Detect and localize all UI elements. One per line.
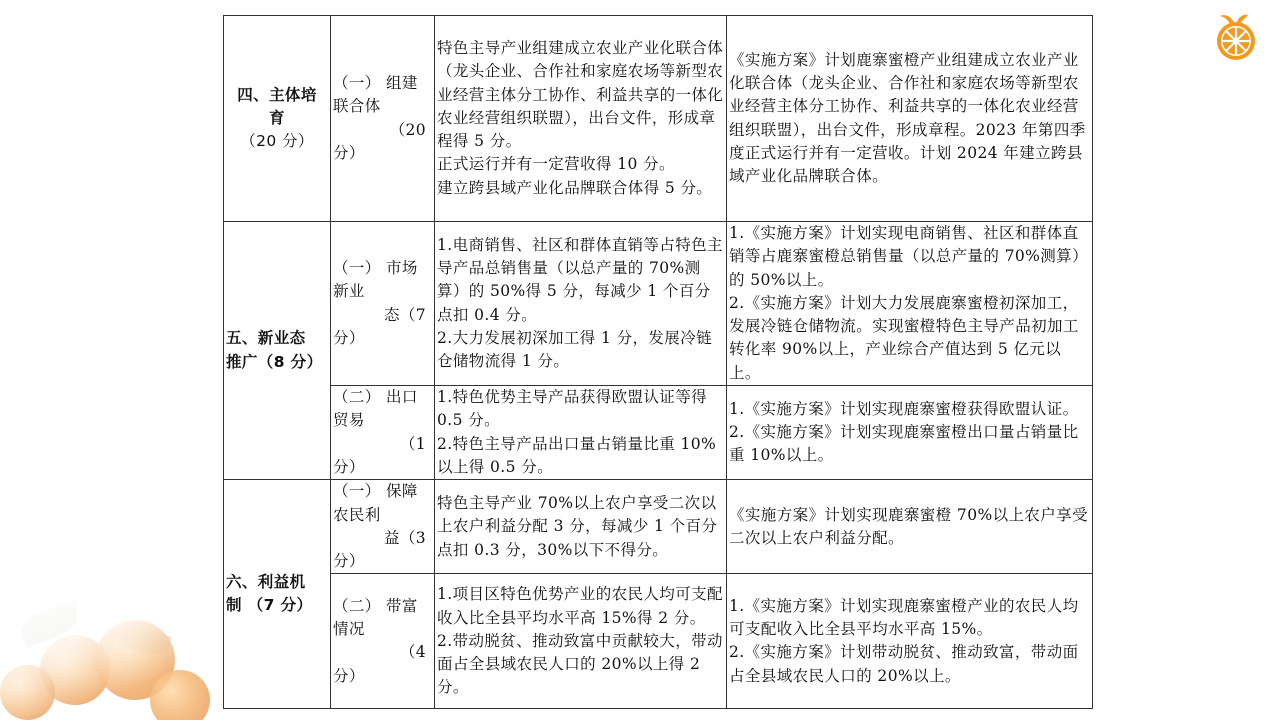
plan-cell: 《实施方案》计划鹿寨蜜橙产业组建成立农业产业化联合体（龙头企业、合作社和家庭农场等新型农业经营主体分工协作、利益共享的一体化农业经营组织联盟），出台文件，形成章程。2023 年第四季度正式运行并有一定营收。计划 2024 年建立跨县域产业化品牌联合体。 xyxy=(727,16,1093,222)
table-row xyxy=(224,480,1093,574)
item-name-cell: （一） 组建 联合体 （20 分） xyxy=(331,16,435,222)
orange-slice-logo-icon xyxy=(1206,12,1260,62)
table-row xyxy=(224,222,1093,386)
plan-cell: 《实施方案》计划实现鹿寨蜜橙 70%以上农户享受二次以上农户利益分配。 xyxy=(727,480,1093,574)
scoring-table xyxy=(223,15,1093,709)
criteria-cell: 特色主导产业组建成立农业产业化联合体（龙头企业、合作社和家庭农场等新型农业经营主体分工协作、利益共享的一体化农业经营组织联盟），出台文件，形成章程得 5 分。 正式运行并有一定营收得 10 分。 建立跨县域产业化品牌联合体得 5 分。 xyxy=(435,16,727,222)
item-name-cell: （一） 市场 新业 态（7 分） xyxy=(331,222,435,386)
plan-cell: 1.《实施方案》计划实现鹿寨蜜橙产业的农民人均可支配收入比全县平均水平高 15%。 2.《实施方案》计划带动脱贫、推动致富，带动面占全县域农民人口的 20%以上。 xyxy=(727,574,1093,709)
category-cell: 五、新业态 推广（8 分） xyxy=(224,222,331,480)
criteria-cell: 1.电商销售、社区和群体直销等占特色主导产品总销售量（以总产量的 70%测算）的 50%得 5 分，每减少 1 个百分点扣 0.4 分。 2.大力发展初深加工得 1 分，发展冷链仓储物流得 1 分。 xyxy=(435,222,727,386)
plan-cell: 1.《实施方案》计划实现鹿寨蜜橙获得欧盟认证。 2.《实施方案》计划实现鹿寨蜜橙出口量占销量比重 10%以上。 xyxy=(727,386,1093,480)
oranges-photo-decoration xyxy=(0,590,215,720)
plan-cell: 1.《实施方案》计划实现电商销售、社区和群体直销等占鹿寨蜜橙总销售量（以总产量的 70%测算）的 50%以上。 2.《实施方案》计划大力发展鹿寨蜜橙初深加工，发展冷链仓储物流。实现蜜橙特色主导产品初加工转化率 90%以上，产业综合产值达到 5 亿元以上。 xyxy=(727,222,1093,386)
criteria-cell: 特色主导产业 70%以上农户享受二次以上农户利益分配 3 分，每减少 1 个百分点扣 0.3 分，30%以下不得分。 xyxy=(435,480,727,574)
table-row xyxy=(224,386,1093,480)
item-name-cell: （一） 保障 农民利 益（3 分） xyxy=(331,480,435,574)
table-row xyxy=(224,574,1093,709)
table-row xyxy=(224,16,1093,222)
category-cell: 四、主体培 育 （20 分） xyxy=(224,16,331,222)
category-cell: 六、利益机 制 （7 分） xyxy=(224,480,331,709)
criteria-cell: 1.项目区特色优势产业的农民人均可支配收入比全县平均水平高 15%得 2 分。 2.带动脱贫、推动致富中贡献较大，带动面占全县域农民人口的 20%以上得 2 分。 xyxy=(435,574,727,709)
item-name-cell: （二） 带富 情况 （4 分） xyxy=(331,574,435,709)
item-name-cell: （二） 出口 贸易 （1 分） xyxy=(331,386,435,480)
criteria-cell: 1.特色优势主导产品获得欧盟认证等得 0.5 分。 2.特色主导产品出口量占销量比重 10%以上得 0.5 分。 xyxy=(435,386,727,480)
